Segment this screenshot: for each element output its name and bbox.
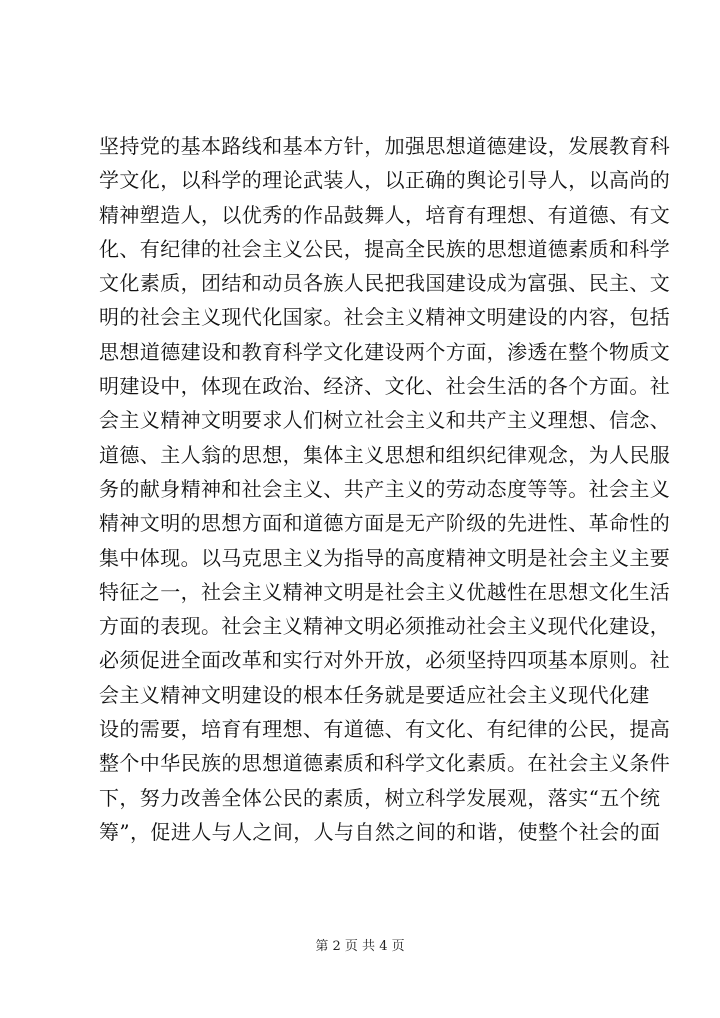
text-line: 会主义精神文明建设的根本任务就是要适应社会主义现代化建 [99,682,650,707]
text-line: 下，努力改善全体公民的素质，树立科学发展观，落实“五个统 [99,785,661,810]
text-line: 筹”，促进人与人之间，人与自然之间的和谐，使整个社会的面 [99,819,661,844]
text-line: 精神塑造人，以优秀的作品鼓舞人，培育有理想、有道德、有文 [99,202,671,227]
text-line: 特征之一，社会主义精神文明是社会主义优越性在思想文化生活 [99,579,671,604]
text-line: 设的需要，培育有理想、有道德、有文化、有纪律的公民，提高 [99,717,671,742]
text-line: 坚持党的基本路线和基本方针，加强思想道德建设，发展教育科 [99,134,671,158]
text-line: 方面的表现。社会主义精神文明必须推动社会主义现代化建设， [99,614,671,639]
text-line: 道德、主人翁的思想，集体主义思想和组织纪律观念，为人民服 [99,442,671,467]
text-line: 学文化，以科学的理论武装人，以正确的舆论引导人，以高尚的 [99,168,671,193]
body-text [99,129,671,849]
text-line: 文化素质，团结和动员各族人民把我国建设成为富强、民主、文 [99,271,671,296]
text-line: 思想道德建设和教育科学文化建设两个方面，渗透在整个物质文 [99,339,671,364]
text-line: 明建设中，体现在政治、经济、文化、社会生活的各个方面。社 [99,374,671,399]
text-line: 整个中华民族的思想道德素质和科学文化素质。在社会主义条件 [99,751,671,776]
text-line: 务的献身精神和社会主义、共产主义的劳动态度等等。社会主义 [99,476,671,501]
text-line: 必须促进全面改革和实行对外开放，必须坚持四项基本原则。社 [99,648,671,673]
text-line: 化、有纪律的社会主义公民，提高全民族的思想道德素质和科学 [99,236,671,261]
text-line: 会主义精神文明要求人们树立社会主义和共产主义理想、信念、 [99,408,671,433]
page-number: 第 2 页 共 4 页 [315,939,405,954]
text-line: 集中体现。以马克思主义为指导的高度精神文明是社会主义主要 [99,545,671,570]
text-line: 精神文明的思想方面和道德方面是无产阶级的先进性、革命性的 [99,511,671,536]
text-line: 明的社会主义现代化国家。社会主义精神文明建设的内容，包括 [99,305,671,330]
